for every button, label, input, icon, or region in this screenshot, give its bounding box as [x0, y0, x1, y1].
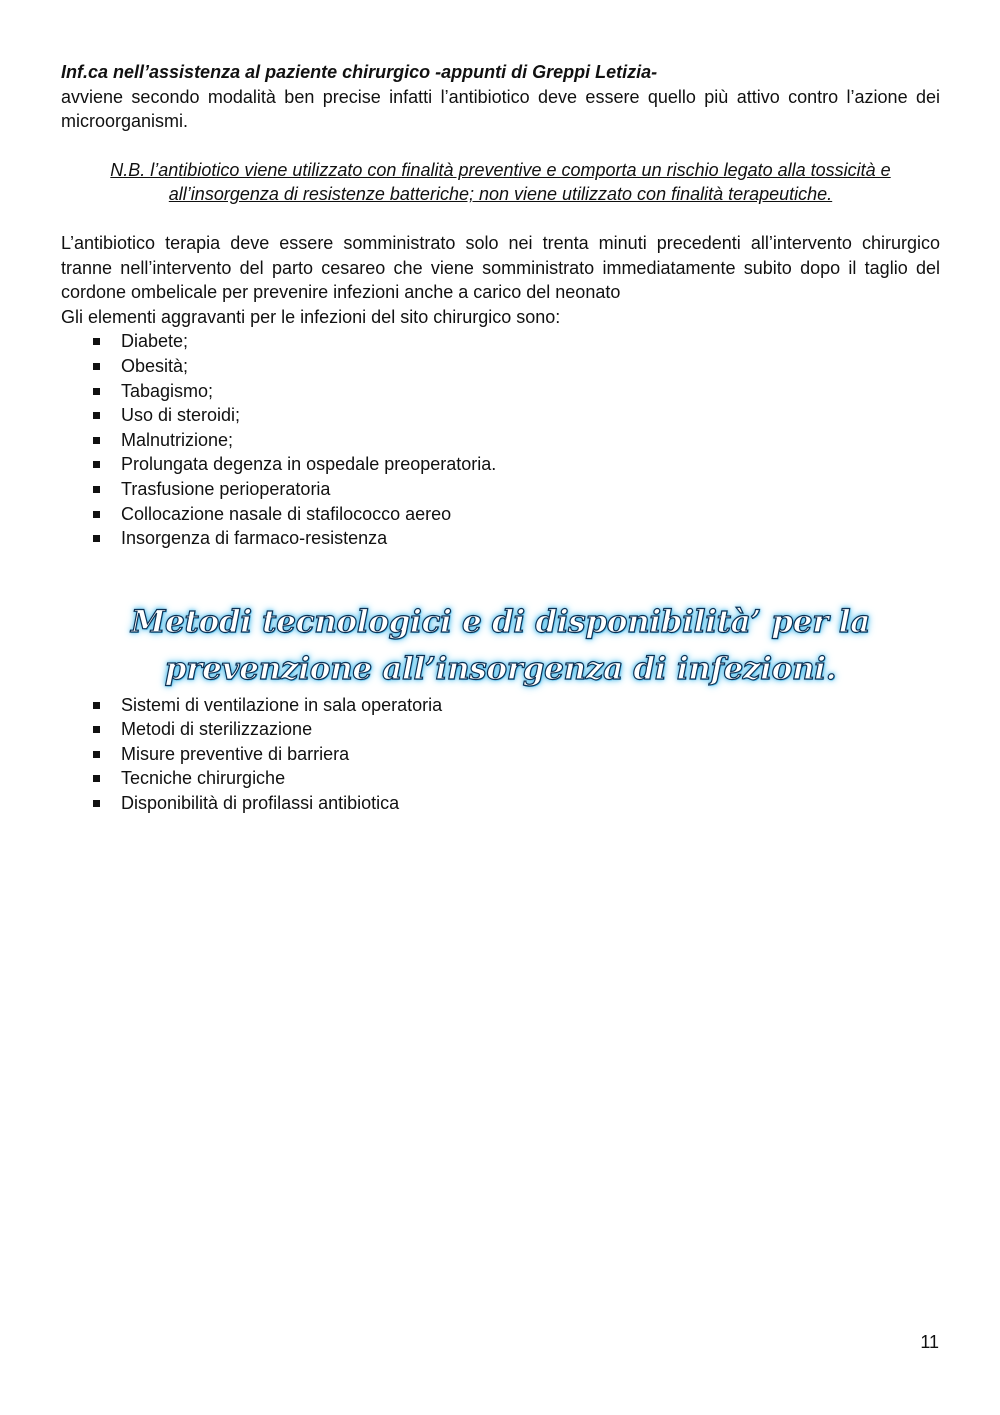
- list-item: [61, 502, 940, 527]
- list-item-text: Tecniche chirurgiche: [121, 768, 286, 789]
- page-number: 11: [920, 1332, 939, 1352]
- bullet-square-icon: [93, 412, 100, 419]
- bullet-square-icon: [93, 775, 100, 782]
- nb-note: N.B. l’antibiotico viene utilizzato con finalità preventive e comporta un rischio legato alla tossicità e all’insorgenza di resistenze batteriche; non viene utilizzato con finalità terapeutiche.: [110, 159, 891, 205]
- bullet-square-icon: [93, 751, 100, 758]
- bullet-square-icon: [93, 363, 100, 370]
- list-item: [61, 717, 940, 742]
- list-item: [61, 452, 940, 477]
- list-item: [61, 379, 940, 404]
- list-item: [61, 526, 940, 551]
- list-item-text: Metodi di sterilizzazione: [121, 719, 313, 740]
- intro-paragraph: avviene secondo modalità ben precise infatti l’antibiotico deve essere quello più attivo contro l’azione dei microorganismi.: [61, 86, 940, 132]
- bullet-square-icon: [93, 702, 100, 709]
- list-item: [61, 403, 940, 428]
- list-item-text: Insorgenza di farmaco-resistenza: [121, 528, 388, 549]
- bullet-square-icon: [93, 726, 100, 733]
- bullet-square-icon: [93, 511, 100, 518]
- list-item: [61, 693, 940, 718]
- risk-factors-list: [61, 329, 940, 550]
- antibiotic-paragraph: L’antibiotico terapia deve essere somministrato solo nei trenta minuti precedenti all’intervento chirurgico tranne nell’intervento del parto cesareo che viene somministrato immediatamente subito dopo il taglio del cordone ombelicale per prevenire infezioni anche a carico del neonato: [61, 232, 940, 303]
- bullet-square-icon: [93, 437, 100, 444]
- list-item-text: Sistemi di ventilazione in sala operatoria: [121, 694, 443, 715]
- list-item: [61, 354, 940, 379]
- list-item-text: Collocazione nasale di stafilococco aereo: [121, 503, 452, 524]
- list-item: [61, 428, 940, 453]
- bullet-square-icon: [93, 535, 100, 542]
- list-item: [61, 329, 940, 354]
- list-item-text: Disponibilità di profilassi antibiotica: [121, 793, 400, 814]
- list-item-text: Obesità;: [121, 355, 189, 376]
- bullet-square-icon: [93, 800, 100, 807]
- list-item: [61, 766, 940, 791]
- list-item: [61, 742, 940, 767]
- list-item-text: Trasfusione perioperatoria: [121, 478, 331, 499]
- list-item-text: Tabagismo;: [121, 380, 214, 401]
- page-content: [61, 60, 940, 816]
- bullet-square-icon: [93, 486, 100, 493]
- prevention-methods-list: [61, 693, 940, 816]
- list-item: [61, 791, 940, 816]
- list-item-text: Malnutrizione;: [121, 429, 234, 450]
- list-item-text: Prolungata degenza in ospedale preoperatoria.: [121, 454, 497, 475]
- list-item-text: Uso di steroidi;: [121, 405, 241, 426]
- list-item-text: Misure preventive di barriera: [121, 743, 350, 764]
- list-item-text: Diabete;: [121, 331, 189, 352]
- list-item: [61, 477, 940, 502]
- section-title: Metodi tecnologici e di disponibilità’ per la prevenzione all’insorgenza di infezioni.: [131, 603, 870, 687]
- bullet-square-icon: [93, 338, 100, 345]
- risk-factors-intro: Gli elementi aggravanti per le infezioni del sito chirurgico sono:: [61, 306, 561, 327]
- bullet-square-icon: [93, 388, 100, 395]
- document-header: Inf.ca nell’assistenza al paziente chirurgico -appunti di Greppi Letizia-: [61, 62, 658, 82]
- bullet-square-icon: [93, 461, 100, 468]
